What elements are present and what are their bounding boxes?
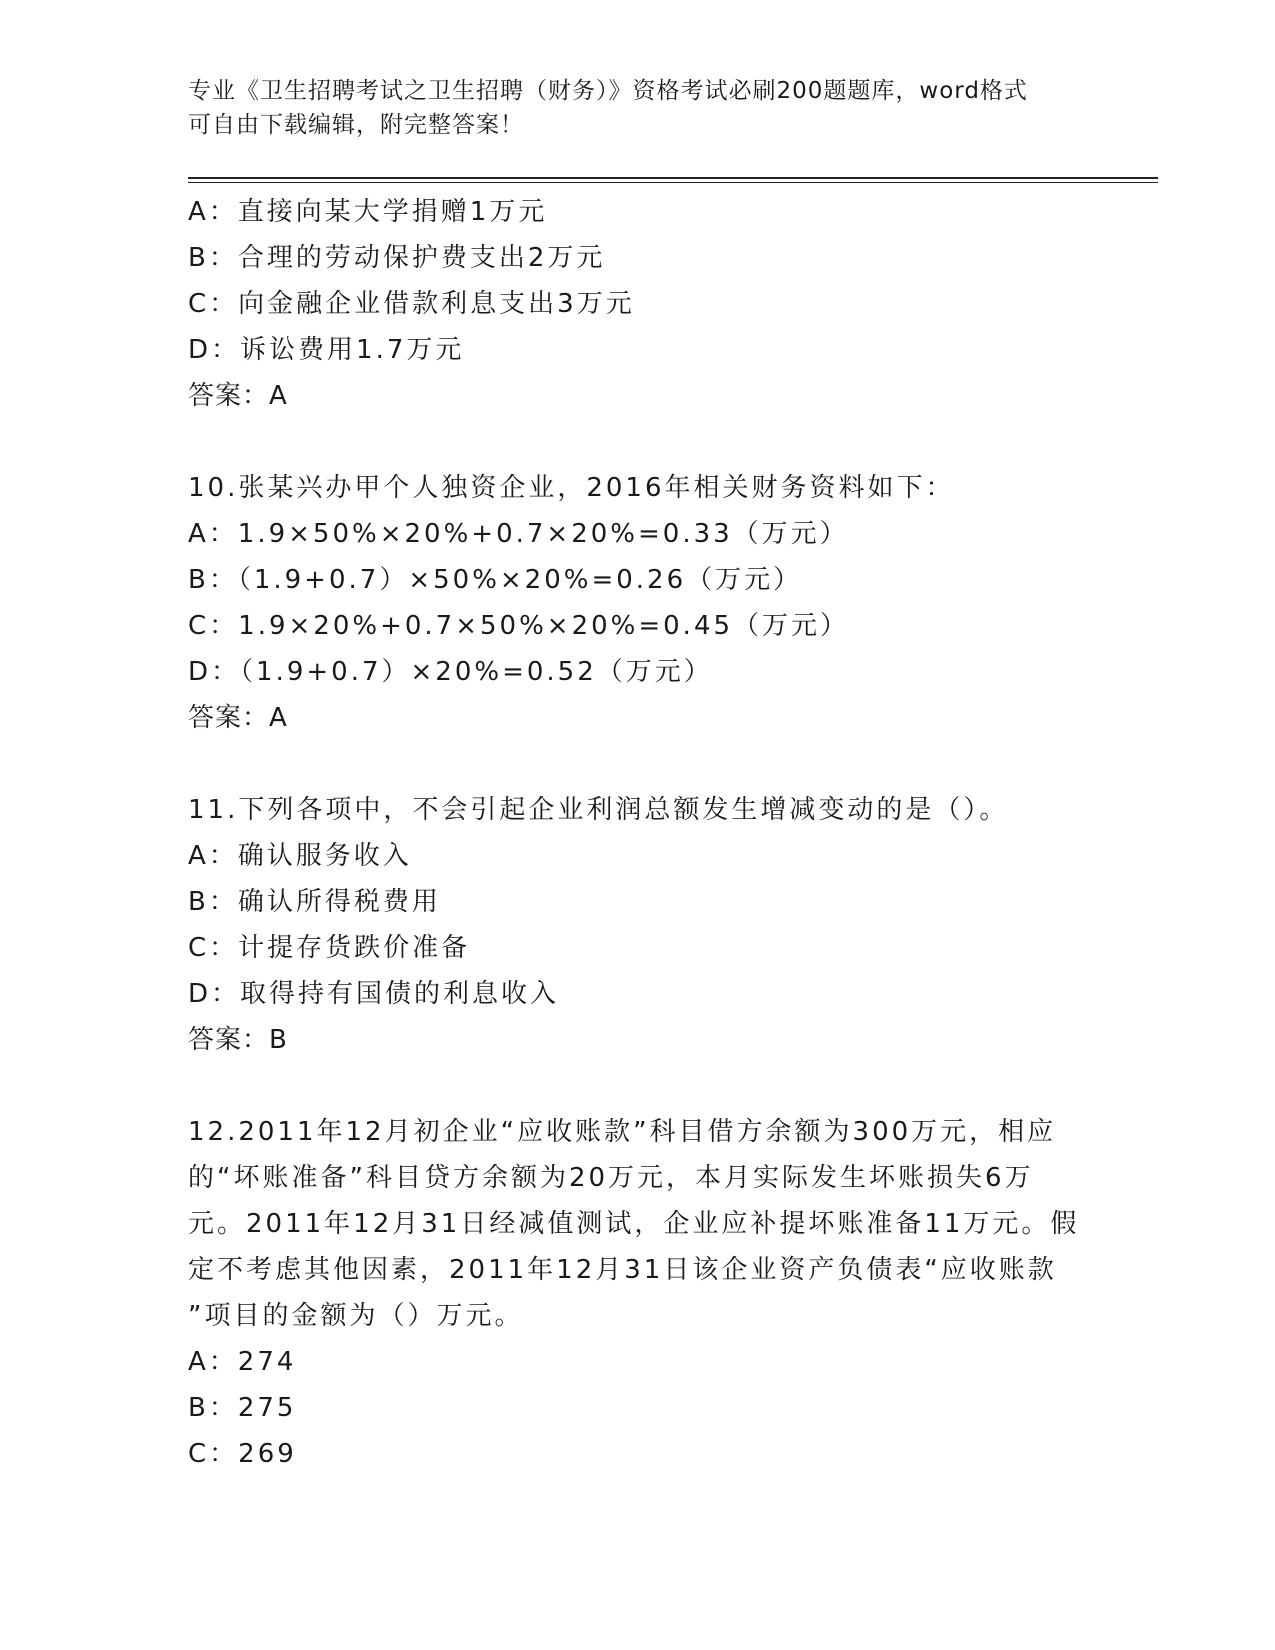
option-c: C：1.9×20%+0.7×50%×20%=0.45（万元） [188, 611, 850, 641]
header-rule-thin [188, 182, 1158, 183]
option-d: D：诉讼费用1.7万元 [188, 335, 465, 365]
option-b: B：275 [188, 1393, 297, 1423]
header-line-1: 专业《卫生招聘考试之卫生招聘（财务）》资格考试必刷200题题库，word格式 [188, 78, 1028, 104]
question-text-line-3: 元。2011年12月31日经减值测试，企业应补提坏账准备11万元。假 [188, 1209, 1080, 1239]
option-c: C：向金融企业借款利息支出3万元 [188, 289, 635, 319]
answer-line: 答案：A [188, 381, 288, 411]
option-c: C：269 [188, 1439, 297, 1469]
question-text: 11.下列各项中，不会引起企业利润总额发生增减变动的是（）。 [188, 795, 1009, 825]
spacer [188, 741, 1088, 787]
question-9-options [188, 189, 1088, 419]
option-a: A：274 [188, 1347, 297, 1377]
question-text-line-2: 的“坏账准备”科目贷方余额为20万元，本月实际发生坏账损失6万 [188, 1163, 1034, 1193]
option-c: C：计提存货跌价准备 [188, 933, 471, 963]
answer-line: 答案：B [188, 1025, 288, 1055]
question-text-line-4: 定不考虑其他因素，2011年12月31日该企业资产负债表“应收账款 [188, 1255, 1057, 1285]
question-text-line-5: ”项目的金额为（）万元。 [188, 1301, 524, 1331]
question-12 [188, 1109, 1088, 1477]
option-b: B：合理的劳动保护费支出2万元 [188, 243, 606, 273]
document-body [188, 189, 1088, 1477]
answer-line: 答案：A [188, 703, 288, 733]
document-header [188, 74, 1068, 142]
header-line-2: 可自由下载编辑，附完整答案！ [188, 112, 524, 138]
question-text-line-1: 12.2011年12月初企业“应收账款”科目借方余额为300万元，相应 [188, 1117, 1057, 1147]
option-a: A：直接向某大学捐赠1万元 [188, 197, 548, 227]
option-b: B：确认所得税费用 [188, 887, 441, 917]
option-b: B：（1.9+0.7）×50%×20%=0.26（万元） [188, 565, 803, 595]
option-a: A：1.9×50%×20%+0.7×20%=0.33（万元） [188, 519, 849, 549]
spacer [188, 1063, 1088, 1109]
question-10 [188, 465, 1088, 741]
question-11 [188, 787, 1088, 1063]
option-a: A：确认服务收入 [188, 841, 412, 871]
question-text: 10.张某兴办甲个人独资企业，2016年相关财务资料如下： [188, 473, 955, 503]
option-d: D：（1.9+0.7）×20%=0.52（万元） [188, 657, 713, 687]
option-d: D：取得持有国债的利息收入 [188, 979, 560, 1009]
header-rule-thick [188, 177, 1158, 179]
spacer [188, 419, 1088, 465]
